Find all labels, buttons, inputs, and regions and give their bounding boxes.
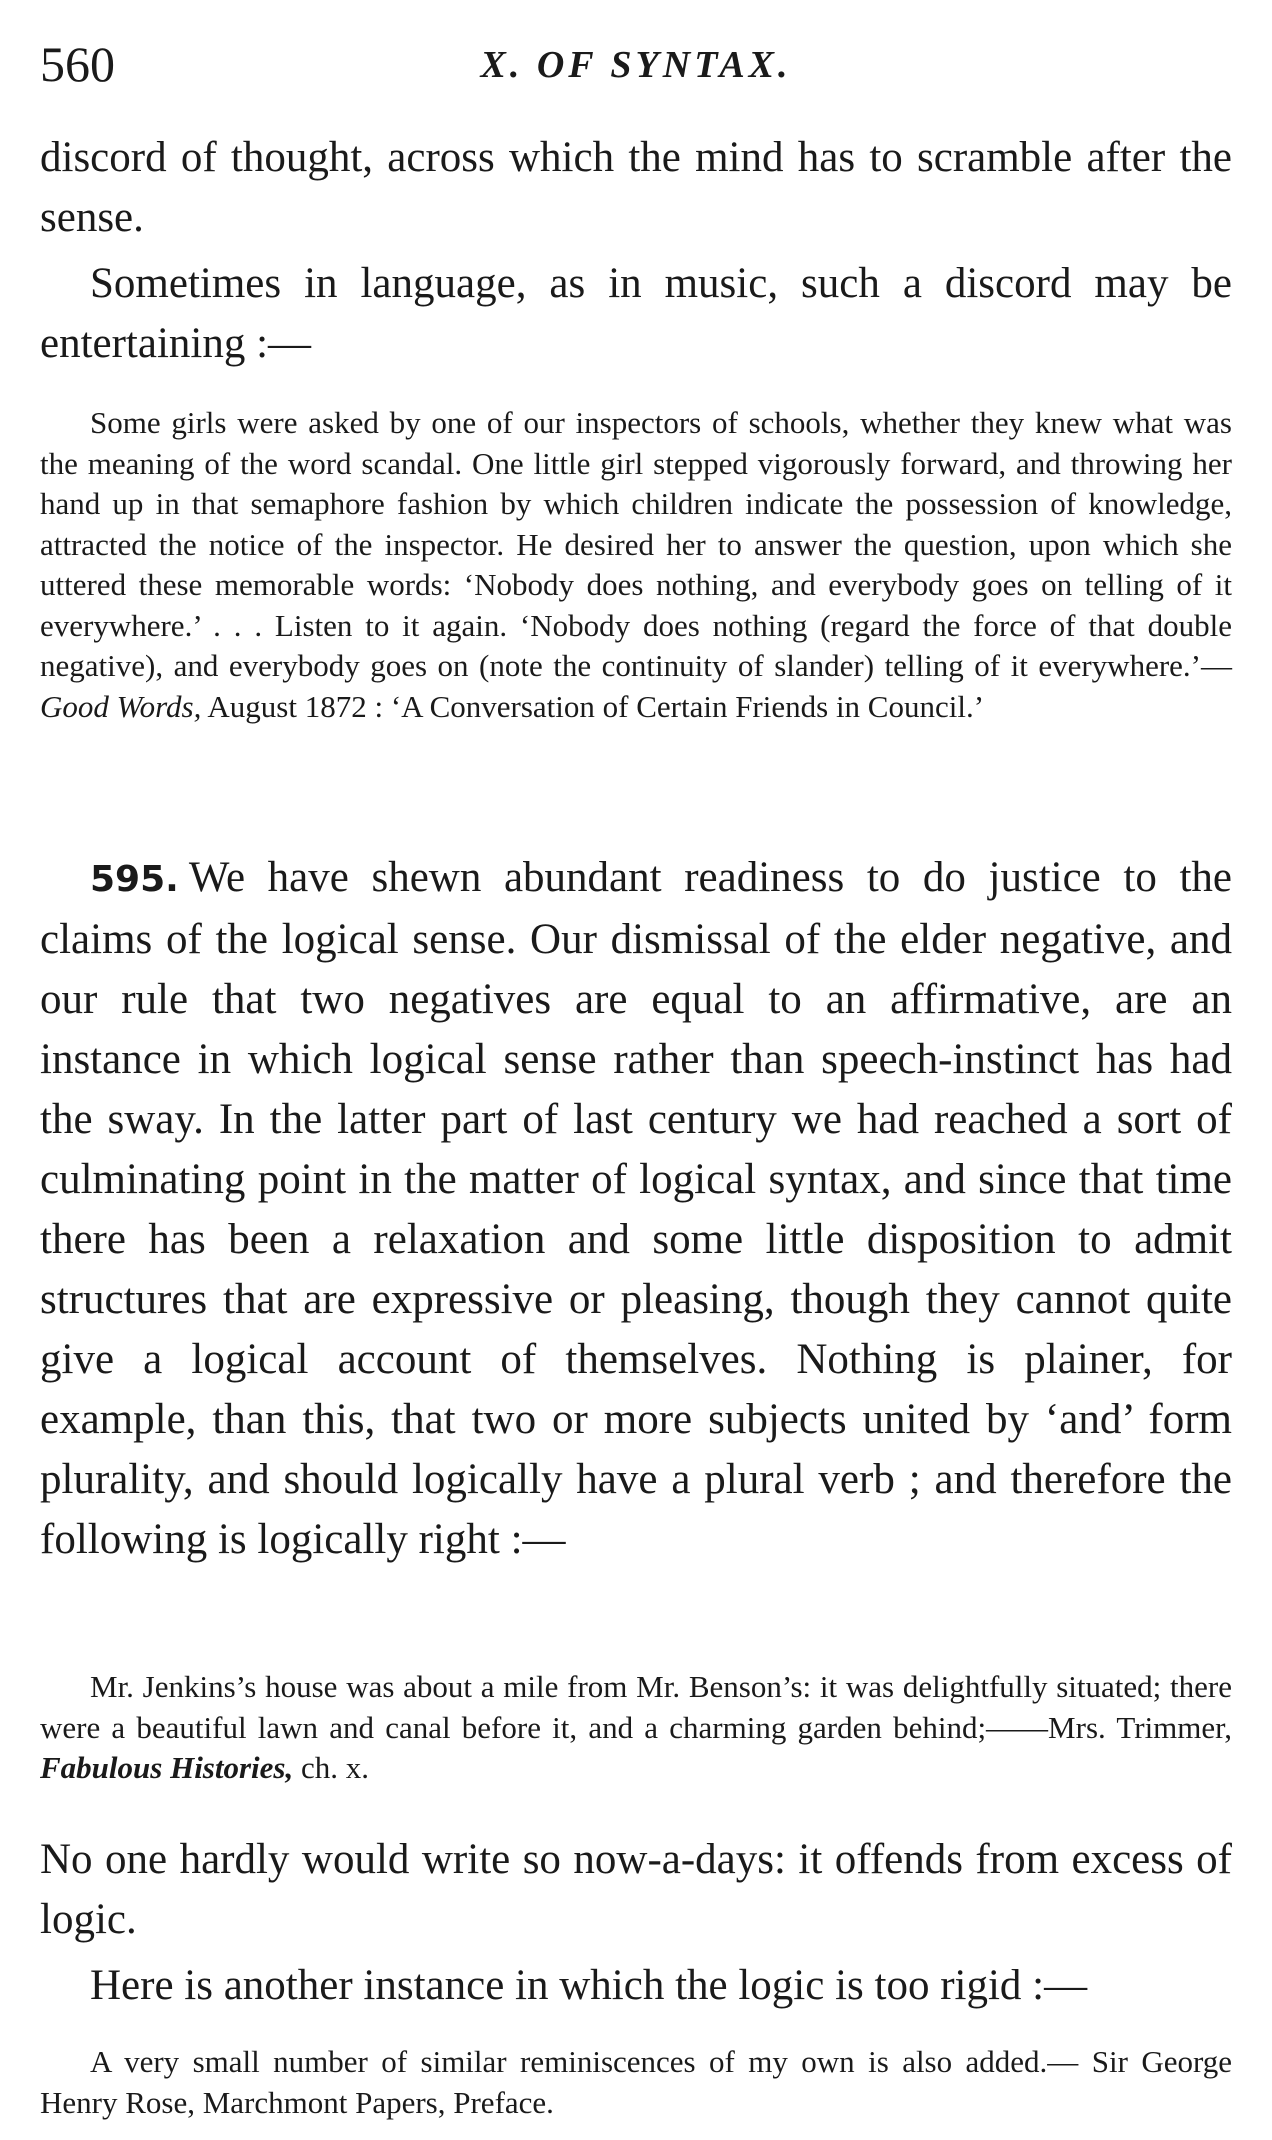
- entertaining-paragraph: Sometimes in language, as in music, such a discord may be entertaining :—: [40, 260, 1232, 367]
- excess-logic-paragraph: No one hardly would write so now-a-days: it offends from excess of logic.: [40, 1836, 1232, 1943]
- running-title: X. OF SYNTAX.: [480, 44, 792, 86]
- quote-jenkins-text: [40, 1667, 1232, 1789]
- section-595: [40, 848, 1232, 1570]
- quote-rose-text: A very small number of similar reminiscences of my own is also added.— Sir George Henry Rose, Marchmont Papers, Preface.: [40, 2044, 1232, 2120]
- page-number: 560: [40, 36, 115, 92]
- quote-scandal-text: [40, 403, 1232, 727]
- quote-jenkins-body: Mr. Jenkins’s house was about a mile from Mr. Benson’s: it was delightfully situated; there were a beautiful lawn and canal before it, and a charming garden behind;——Mrs. Trimmer,: [40, 1669, 1232, 1745]
- section-595-paragraph: [40, 848, 1232, 1570]
- quote-scandal-body: Some girls were asked by one of our inspectors of schools, whether they knew what was the meaning of the word scandal. One little girl stepped vigorously forward, and throwing her hand up in that semaphore fashion by which children indicate the possession of knowledge, attracted the notice of the inspector. He desired her to answer the question, upon which she uttered these memorable words: ‘Nobody does nothing, and everybody goes on telling of it everywhere.’ . . . Listen to it again. ‘Nobody does nothing (regard the force of that double negative), and everybody goes on (note the continuity of slander) telling of it everywhere.’—: [40, 405, 1232, 683]
- block-quote-scandal: [40, 403, 1232, 727]
- block-quote-rose: [40, 2042, 1232, 2123]
- intro-continuation: [40, 128, 1232, 374]
- section-number: 595.: [90, 859, 179, 900]
- page-header: [40, 34, 1232, 94]
- after-jenkins-text: [40, 1830, 1232, 2016]
- continued-paragraph: discord of thought, across which the mind has to scramble after the sense.: [40, 134, 1232, 241]
- quote-jenkins-source-rest: ch. x.: [301, 1750, 370, 1785]
- too-rigid-paragraph: Here is another instance in which the logic is too rigid :—: [90, 1962, 1088, 2009]
- quote-jenkins-source-title: Fabulous Histories,: [40, 1750, 294, 1785]
- block-quote-jenkins: [40, 1667, 1232, 1789]
- section-595-text: We have shewn abundant readiness to do justice to the claims of the logical sense. Our dismissal of the elder negative, and our rule that two negatives are equal to an affirmative, are an instance in which logical sense rather than speech-instinct has had the sway. In the latter part of last century we had reached a sort of culminating point in the matter of logical syntax, and since that time there has been a relaxation and some little disposition to admit structures that are expressive or pleasing, though they cannot quite give a logical account of themselves. Nothing is plainer, for example, than this, that two or more subjects united by ‘and’ form plurality, and should logically have a plural verb ; and therefore the following is logically right :—: [40, 854, 1232, 1563]
- quote-scandal-source-title: Good Words,: [40, 688, 202, 724]
- quote-scandal-source-rest: August 1872 : ‘A Conversation of Certain Friends in Council.’: [207, 688, 985, 724]
